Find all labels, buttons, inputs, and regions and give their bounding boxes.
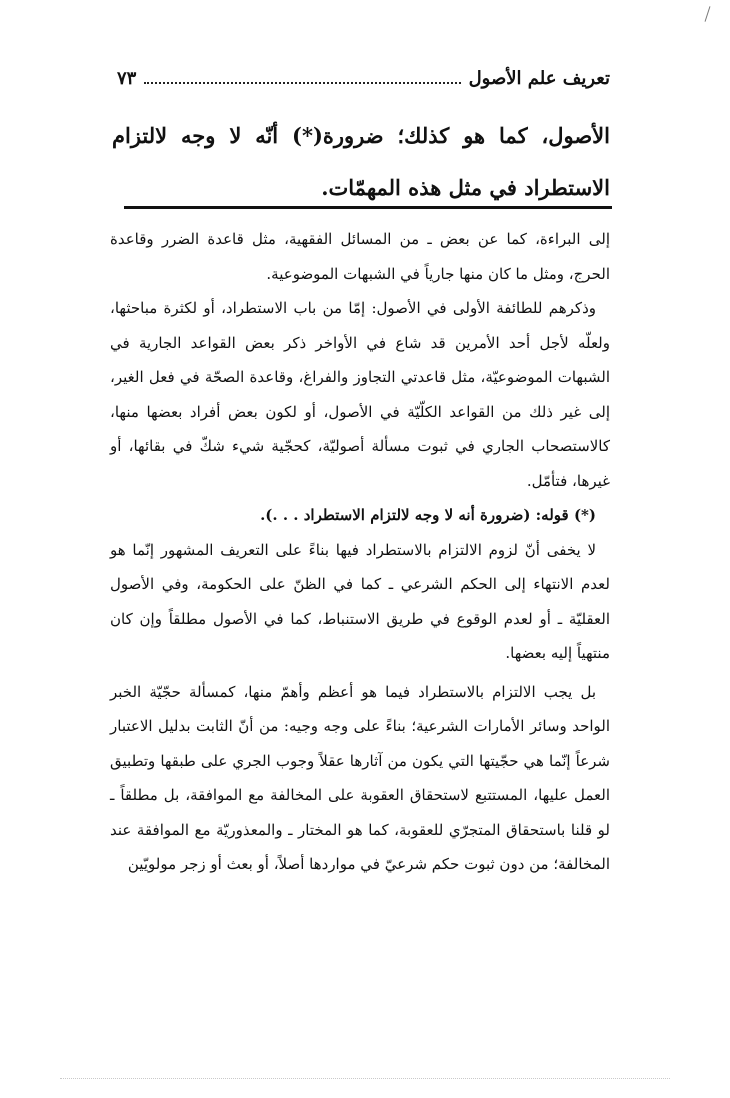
footnotes bbox=[110, 222, 610, 882]
footnote-heading bbox=[110, 498, 610, 533]
main-paragraph: الأصول، كما هو كذلك؛ ضرورة(*) أنّه لا وجه لالتزام الاستطراد في مثل هذه المهمّات. bbox=[112, 123, 610, 200]
bottom-scan-artifact bbox=[60, 1078, 670, 1079]
footnote-marker: (*) bbox=[573, 506, 596, 524]
footnote-separator bbox=[124, 206, 612, 209]
footnote-paragraph-1: إلى البراءة، كما عن بعض ـ من المسائل الفقهية، مثل قاعدة الضرر وقاعدة الحرج، ومثل ما كان منها جارياً في الشبهات الموضوعية. bbox=[110, 230, 610, 283]
main-text bbox=[112, 110, 610, 214]
page-number: ٧٣ bbox=[117, 68, 137, 89]
running-header-title: تعريف علم الأصول bbox=[468, 68, 610, 89]
corner-pencil-mark bbox=[705, 6, 711, 22]
footnote-paragraph-4: لا يخفى أنّ لزوم الالتزام بالاستطراد فيها بناءً على التعريف المشهور إنّما هو لعدم الانتهاء إلى الحكم الشرعي ـ كما في الظنّ على الحكومة، وفي الأصول العقليّة ـ أو لعدم الوقوع في طريق الاستنباط، كما في الأصول مطلقاً وإن كان منتهياً إليه بعضها. bbox=[110, 540, 610, 662]
footnote-heading-text: قوله: (ضرورة أنه لا وجه لالتزام الاستطراد . . .). bbox=[260, 506, 569, 524]
header-dot-leader bbox=[144, 68, 460, 84]
footnote-paragraph-5: بل يجب الالتزام بالاستطراد فيما هو أعظم وأهمّ منها، كمسألة حجّيّة الخبر الواحد وسائر الأمارات الشرعية؛ بناءً على وجه وجيه: من أنّ الثابت بدليل الاعتبار شرعاً إنّما هي حجّيتها التي يكون من آثارها عقلاً وجوب الجري على طبقها وتطبيق العمل عليها، المستتبع لاستحقاق العقوبة على المخالفة مع الموافقة، بل مطلقاً ـ لو قلنا باستحقاق المتجرّي للعقوبة، كما هو المختار ـ والمعذوريّة مع الموافقة عند المخالفة؛ من دون ثبوت حكم شرعيّ في مواردها أصلاً، أو بعث أو زجر مولويّين bbox=[110, 682, 610, 873]
running-header bbox=[117, 68, 610, 98]
footnote-paragraph-2: وذكرهم للطائفة الأولى في الأصول: إمّا من باب الاستطراد، أو لكثرة مباحثها، ولعلّه لأجل أحد الأمرين قد شاع في الأواخر ذكر بعض القواعد الجارية في الشبهات الموضوعيّة، مثل قاعدتي التجاوز والفراغ، وقاعدة الصحّة في فعل الغير، إلى غير ذلك من القواعد الكلّيّة في الأصول، أو لكون بعض أفراد بعضها منها، كالاستصحاب الجاري في ثبوت مسألة أصوليّة، كحجّية شيء شكّ في بقائها، أو غيرها، فتأمّل. bbox=[110, 299, 611, 490]
